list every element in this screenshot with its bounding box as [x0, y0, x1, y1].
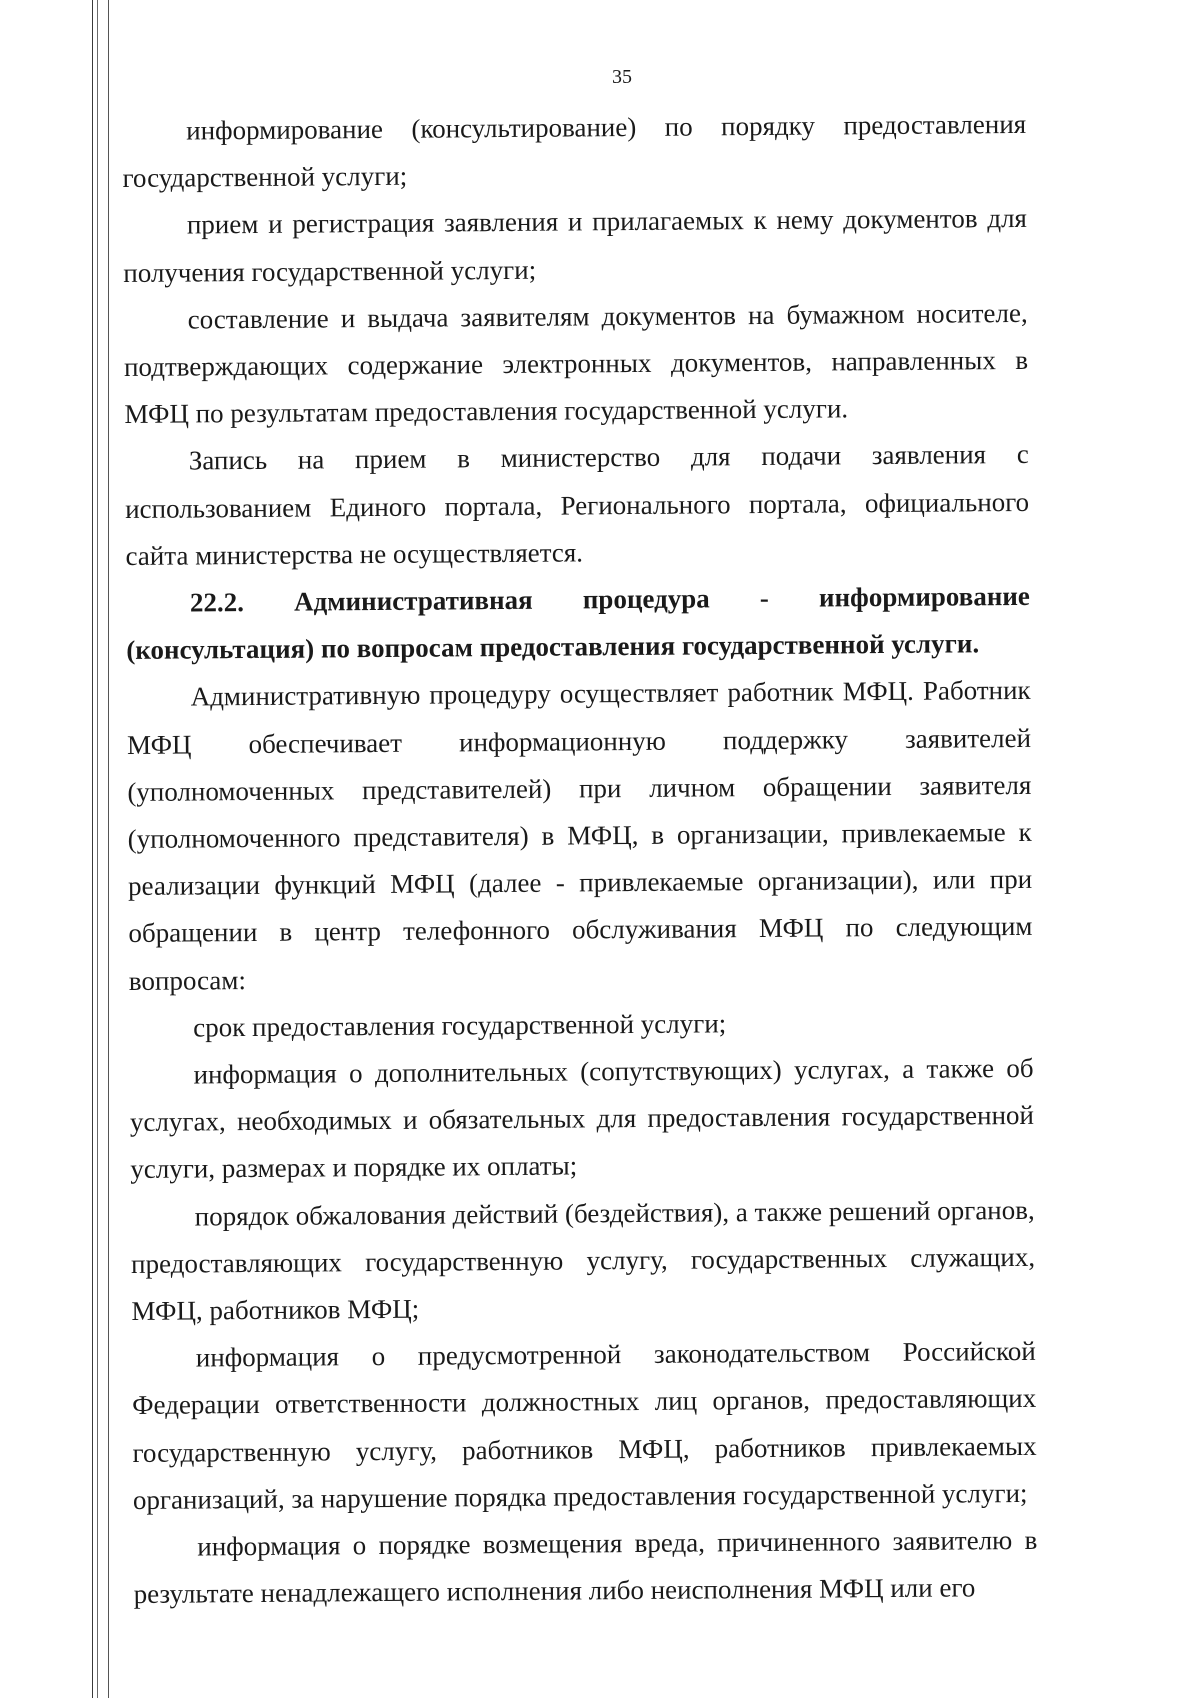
binding-edge-line [108, 0, 109, 1698]
page-number: 35 [612, 66, 632, 88]
paragraph-reception: прием и регистрация заявления и прилагаемых к нему документов для получения государственной услуги; [123, 203, 1028, 288]
paragraph-informing: информирование (консультирование) по порядку предоставления государственной услуги; [122, 108, 1027, 194]
paragraph-procedure: Административную процедуру осуществляет работник МФЦ. Работник МФЦ обеспечивает информационную поддержку заявителей (уполномоченных представителей) при личном обращении заявителя (уполномоченного представителя) в МФЦ, в организации, привлекаемые к реализации функций МФЦ (далее - привлекаемые организации), или при обращении в центр телефонного обслуживания МФЦ по следующим вопросам: [126, 675, 1033, 996]
binding-edge-line [97, 0, 98, 1698]
section-heading-22-2: 22.2. Административная процедура - информирование (консультация) по вопросам предоставления государственной услуги. [126, 580, 1030, 666]
paragraph-issuance: составление и выдача заявителям документов на бумажном носителе, подтверждающих содержание электронных документов, направленных в МФЦ по результатам предоставления государственной услуги. [123, 297, 1029, 430]
binding-edge-line [92, 0, 93, 1698]
list-item-appeal: порядок обжалования действий (бездействия), а также решений органов, предоставляющих государственную услугу, государственных служащих, МФЦ, работников МФЦ; [130, 1194, 1036, 1327]
list-item-compensation: информация о порядке возмещения вреда, причиненного заявителю в результате ненадлежащего исполнения либо неисполнения МФЦ или его [133, 1524, 1038, 1610]
list-item-responsibility: информация о предусмотренной законодательством Российской Федерации ответственности должностных лиц органов, предоставляющих государственную услугу, работников МФЦ, работников привлекаемых организаций, за нарушение порядка предоставления государственной услуги; [132, 1336, 1037, 1515]
list-item-additional-services: информация о дополнительных (сопутствующих) услугах, а также об услугах, необходимых и обязательных для предоставления государственной услуги, размерах и порядке их оплаты; [129, 1052, 1035, 1185]
document-body [122, 101, 1038, 1619]
list-item-term: срок предоставления государственной услуги; [193, 1008, 727, 1043]
paragraph-appointment: Запись на прием в министерство для подачи заявления с использованием Единого портала, Регионального портала, официального сайта министерства не осуществляется. [125, 439, 1030, 571]
